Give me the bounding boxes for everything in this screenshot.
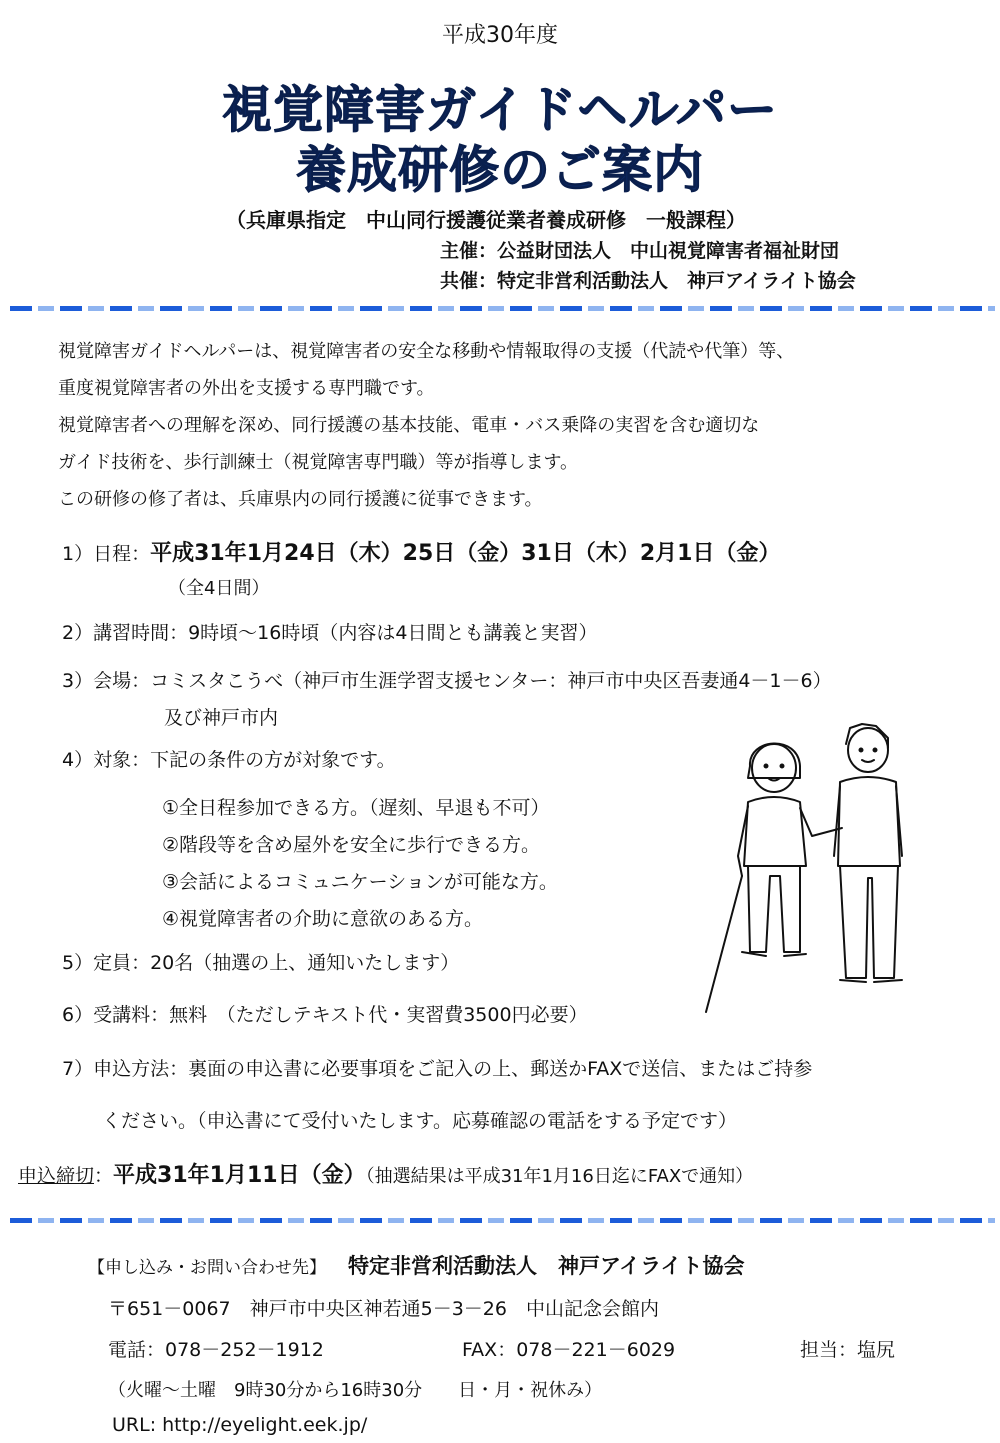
- apply-row-2: ください。（申込書にて受付いたします。応募確認の電話をする予定です）: [102, 1110, 737, 1132]
- intro-line-1: 視覚障害ガイドヘルパーは、視覚障害者の安全な移動や情報取得の支援（代読や代筆）等、: [58, 341, 795, 362]
- contact-org: 特定非営利活動法人 神戸アイライト協会: [348, 1254, 745, 1278]
- deadline-label: 申込締切: [18, 1165, 95, 1187]
- schedule-label: 1）日程：: [62, 543, 151, 565]
- condition-1: ①全日程参加できる方。（遅刻、早退も不可）: [162, 797, 550, 819]
- contact-phone: 電話：078－252－1912: [108, 1339, 324, 1361]
- cosponsor: 共催：特定非営利活動法人 神戸アイライト協会: [440, 270, 856, 292]
- deadline-row: [18, 1158, 753, 1189]
- condition-2: ②階段等を含め屋外を安全に歩行できる方。: [162, 834, 541, 856]
- contact-person: 担当：塩尻: [800, 1339, 896, 1361]
- organizer: 主催：公益財団法人 中山視覚障害者福祉財団: [440, 240, 840, 262]
- apply-row-1: 7）申込方法：裏面の申込書に必要事項をご記入の上、郵送かFAXで送信、またはご持参: [62, 1058, 813, 1080]
- deadline-date: 平成31年1月11日（金）: [113, 1163, 366, 1188]
- target-row: 4）対象：下記の条件の方が対象です。: [62, 749, 396, 771]
- contact-label: 【申し込み・お問い合わせ先】: [88, 1258, 326, 1278]
- title-line-1: 視覚障害ガイドヘルパー: [222, 81, 778, 139]
- contact-header: [88, 1250, 744, 1280]
- schedule-dates: 平成31年1月24日（木）25日（金）31日（木）2月1日（金）: [150, 541, 781, 566]
- divider-bottom: [10, 1218, 995, 1223]
- subtitle: （兵庫県指定 中山同行援護従業者養成研修 一般課程）: [226, 208, 746, 232]
- title-line-2: 養成研修のご案内: [296, 141, 704, 199]
- intro-line-3: 視覚障害者への理解を深め、同行援護の基本技能、電車・バス乗降の実習を含む適切な: [58, 415, 760, 436]
- intro-line-4: ガイド技術を、歩行訓練士（視覚障害専門職）等が指導します。: [58, 452, 579, 473]
- guide-helper-with-cane-illustration-icon: [700, 716, 940, 1016]
- contact-address: 〒651－0067 神戸市中央区神若通5－3－26 中山記念会館内: [108, 1298, 659, 1320]
- intro-line-5: この研修の修了者は、兵庫県内の同行援護に従事できます。: [58, 489, 543, 510]
- schedule-note: （全4日間）: [168, 578, 270, 599]
- schedule-row: [62, 536, 780, 567]
- venue-row: 3）会場：コミスタこうべ（神戸市生涯学習支援センター：神戸市中央区吾妻通4－1－6）: [62, 670, 832, 692]
- fiscal-year: 平成30年度: [442, 23, 558, 48]
- contact-hours: （火曜～土曜 9時30分から16時30分 日・月・祝休み）: [108, 1380, 603, 1401]
- contact-fax: FAX：078－221－6029: [462, 1339, 676, 1361]
- condition-4: ④視覚障害者の介助に意欲のある方。: [162, 908, 484, 930]
- deadline-colon: ：: [94, 1165, 114, 1187]
- venue-note: 及び神戸市内: [164, 707, 279, 729]
- divider-top: [10, 306, 995, 311]
- hours-row: 2）講習時間：9時頃～16時頃（内容は4日間とも講義と実習）: [62, 622, 598, 644]
- deadline-note: （抽選結果は平成31年1月16日迄にFAXで通知）: [365, 1166, 754, 1187]
- intro-line-2: 重度視覚障害者の外出を支援する専門職です。: [58, 378, 435, 399]
- fee-row: 6）受講料：無料 （ただしテキスト代・実習費3500円必要）: [62, 1004, 588, 1026]
- contact-url[interactable]: URL: http://eyelight.eek.jp/: [112, 1414, 368, 1436]
- capacity-row: 5）定員：20名（抽選の上、通知いたします）: [62, 952, 460, 974]
- condition-3: ③会話によるコミュニケーションが可能な方。: [162, 871, 558, 893]
